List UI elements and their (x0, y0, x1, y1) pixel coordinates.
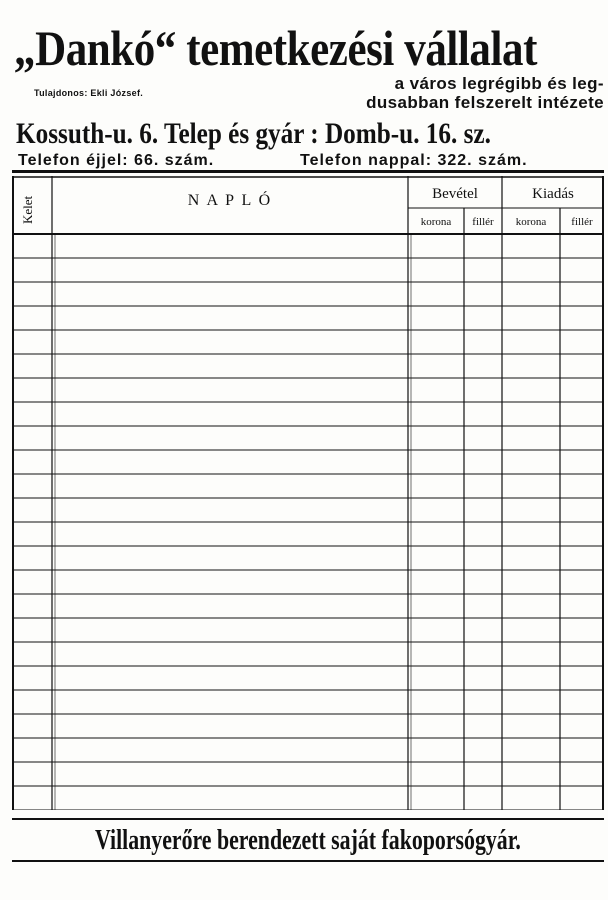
phone-day: Telefon nappal: 322. szám. (300, 152, 528, 169)
header-rule (12, 170, 604, 173)
motto (326, 74, 604, 112)
col-header-date (12, 182, 52, 232)
expense-filler-header: fillér (571, 216, 593, 228)
owner-line: Tulajdonos: Ekli József. (34, 88, 144, 98)
ledger-grid (12, 176, 604, 810)
phone-night: Telefon éjjel: 66. szám. (18, 152, 215, 169)
col-header-expense: Kiadás (532, 186, 574, 202)
income-korona-header: korona (420, 216, 452, 228)
col-header-income: Bevétel (432, 186, 478, 202)
footer-rule-top (12, 818, 604, 820)
company-name: „Dankó“ temetkezési vállalat (14, 20, 537, 76)
expense-korona-header: korona (515, 216, 547, 228)
motto-line-1: a város legrégibb és leg- (394, 74, 604, 93)
ledger-table (12, 176, 604, 810)
col-header-date-label: Kelet (20, 195, 35, 224)
motto-line-2: dusabban felszerelt intézete (366, 93, 604, 112)
income-filler-header: fillér (472, 216, 494, 228)
footer-text (12, 826, 604, 856)
col-header-journal: N A P L Ó (187, 192, 273, 209)
footer-text-label: Villanyerőre berendezett saját fakoporsógyár. (95, 825, 521, 856)
footer-rule-bottom (12, 860, 604, 862)
address: Kossuth-u. 6. Telep és gyár : Domb-u. 16. sz. (16, 117, 491, 150)
